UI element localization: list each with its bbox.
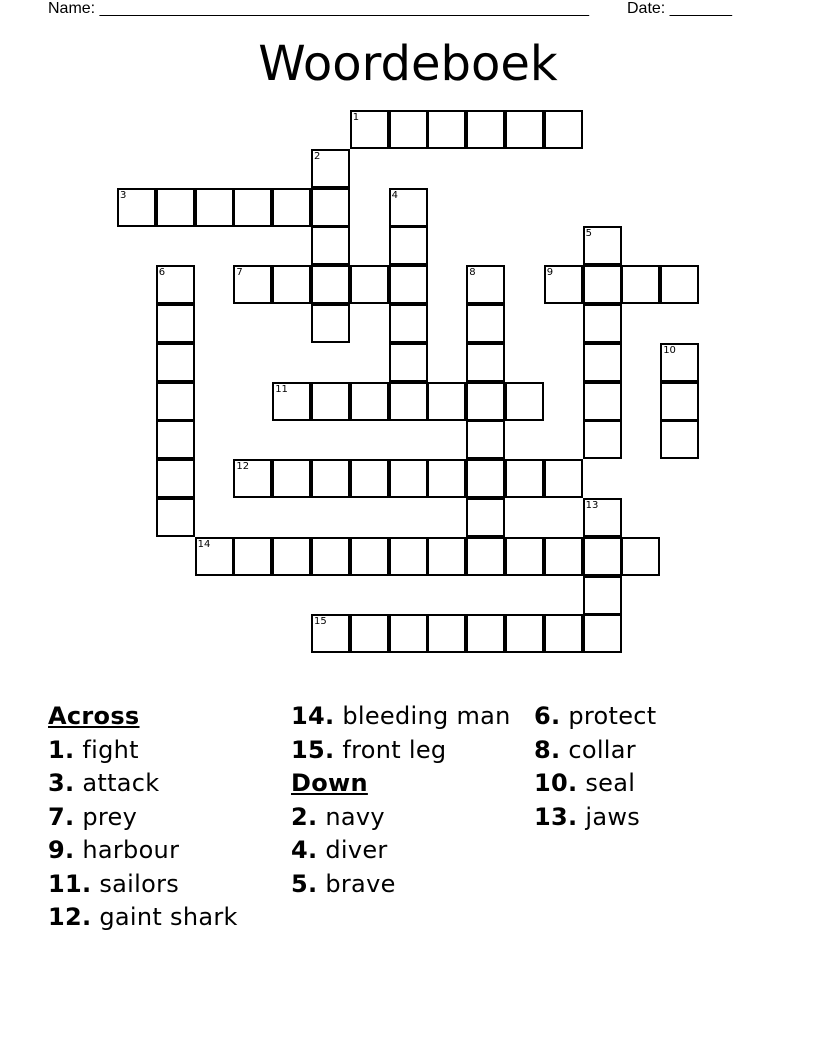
cell-number: 3 — [120, 189, 127, 201]
crossword-cell[interactable] — [350, 537, 389, 576]
cell-number: 15 — [314, 616, 327, 628]
crossword-cell[interactable] — [389, 614, 428, 653]
cell-number: 10 — [663, 344, 676, 356]
clue-text: protect — [568, 702, 657, 730]
crossword-cell[interactable] — [466, 537, 505, 576]
clue-number: 10. — [534, 769, 578, 797]
crossword-cell[interactable] — [272, 537, 311, 576]
crossword-cell[interactable] — [272, 265, 311, 304]
crossword-cell[interactable] — [350, 614, 389, 653]
crossword-cell[interactable] — [311, 188, 350, 227]
crossword-cell[interactable] — [427, 614, 466, 653]
crossword-cell[interactable] — [544, 537, 583, 576]
crossword-cell[interactable] — [466, 304, 505, 343]
clue-number: 8. — [534, 735, 561, 764]
clue-down-8 — [534, 736, 769, 764]
clue-across-7 — [48, 803, 283, 831]
crossword-cell[interactable] — [272, 188, 311, 227]
crossword-cell[interactable] — [466, 498, 505, 537]
crossword-cell[interactable] — [544, 614, 583, 653]
crossword-cell[interactable] — [466, 420, 505, 459]
clue-number: 13. — [534, 802, 578, 831]
clue-across-15 — [291, 736, 526, 764]
crossword-cell[interactable] — [195, 188, 234, 227]
cell-number: 7 — [236, 267, 243, 279]
clue-number: 2. — [291, 802, 318, 831]
clue-text: bleeding man — [342, 702, 511, 730]
clue-number: 7. — [48, 802, 75, 831]
cell-number: 9 — [546, 267, 554, 279]
cell-number: 6 — [158, 267, 166, 279]
clue-number: 11. — [48, 869, 92, 898]
crossword-cell[interactable] — [350, 382, 389, 421]
crossword-cell[interactable] — [505, 110, 544, 149]
crossword-cell[interactable] — [311, 382, 350, 421]
cell-number: 5 — [585, 228, 592, 240]
crossword-cell[interactable] — [544, 110, 583, 149]
clue-down-10 — [534, 769, 769, 797]
clue-down-4 — [291, 836, 526, 864]
crossword-cell[interactable] — [156, 188, 195, 227]
crossword-cell[interactable] — [660, 382, 699, 421]
crossword-cell[interactable] — [427, 459, 466, 498]
crossword-cell[interactable] — [505, 459, 544, 498]
cell-number: 2 — [314, 150, 321, 162]
puzzle-title: Woordeboek — [258, 36, 558, 92]
crossword-cell[interactable] — [621, 265, 660, 304]
clue-number: 9. — [48, 836, 75, 864]
crossword-cell[interactable] — [272, 459, 311, 498]
name-field-line: Name: _______________________________________________________ — [48, 0, 589, 17]
crossword-cell[interactable] — [311, 226, 350, 265]
crossword-cell[interactable] — [389, 226, 428, 265]
clue-across-11 — [48, 870, 283, 898]
crossword-cell[interactable] — [505, 614, 544, 653]
crossword-cell[interactable] — [389, 459, 428, 498]
crossword-cell[interactable] — [389, 265, 428, 304]
crossword-cell[interactable] — [350, 265, 389, 304]
crossword-cell[interactable] — [621, 537, 660, 576]
cell-number: 1 — [352, 112, 360, 123]
clue-text: seal — [585, 769, 636, 797]
crossword-cell[interactable] — [311, 459, 350, 498]
crossword-cell[interactable] — [583, 537, 622, 576]
crossword-cell[interactable] — [389, 110, 428, 149]
crossword-cell[interactable] — [156, 304, 195, 343]
crossword-cell[interactable] — [389, 537, 428, 576]
crossword-cell[interactable] — [583, 343, 622, 382]
clue-down-6 — [534, 702, 769, 730]
crossword-cell[interactable] — [427, 110, 466, 149]
clue-number: 5. — [291, 869, 318, 898]
crossword-cell[interactable] — [505, 382, 544, 421]
clue-number: 1. — [48, 735, 75, 764]
clue-column-1 — [48, 702, 283, 937]
crossword-cell[interactable] — [427, 382, 466, 421]
cell-number: 12 — [236, 461, 250, 473]
clue-text: attack — [82, 769, 160, 797]
clue-column-3 — [534, 702, 769, 836]
crossword-cell[interactable] — [233, 537, 272, 576]
crossword-cell[interactable] — [660, 265, 699, 304]
cell-number: 13 — [585, 500, 599, 511]
crossword-cell[interactable] — [583, 614, 622, 653]
crossword-cell[interactable] — [156, 498, 195, 537]
cell-number: 14 — [197, 538, 211, 550]
crossword-cell[interactable] — [350, 459, 389, 498]
clue-text: collar — [568, 735, 636, 764]
cell-number: 11 — [275, 383, 288, 395]
clue-number: 12. — [48, 903, 92, 931]
clue-across-12 — [48, 903, 283, 931]
cell-number: 8 — [469, 267, 476, 279]
clue-text: diver — [325, 836, 388, 864]
clue-text: front leg — [342, 735, 447, 764]
crossword-cell[interactable] — [505, 537, 544, 576]
clue-text: gaint shark — [99, 903, 238, 931]
crossword-cell[interactable] — [233, 188, 272, 227]
clue-across-1 — [48, 736, 283, 764]
clue-text: brave — [325, 869, 396, 898]
clue-text: navy — [325, 802, 385, 831]
clue-down-13 — [534, 803, 769, 831]
clue-number: 15. — [291, 735, 335, 764]
clue-down-5 — [291, 870, 526, 898]
clue-down-2 — [291, 803, 526, 831]
crossword-cell[interactable] — [583, 382, 622, 421]
crossword-cell[interactable] — [156, 382, 195, 421]
clue-text: jaws — [585, 802, 641, 831]
crossword-cell[interactable] — [156, 420, 195, 459]
clue-across-14 — [291, 702, 526, 730]
crossword-cell[interactable] — [466, 382, 505, 421]
crossword-cell[interactable] — [583, 304, 622, 343]
clue-number: 4. — [291, 836, 318, 864]
across-heading: Across — [48, 702, 140, 730]
crossword-cell[interactable] — [427, 537, 466, 576]
crossword-cell[interactable] — [583, 576, 622, 615]
crossword-cell[interactable] — [311, 265, 350, 304]
clue-number: 6. — [534, 702, 561, 730]
crossword-cell[interactable] — [389, 382, 428, 421]
crossword-cell[interactable] — [583, 420, 622, 459]
clue-text: fight — [82, 735, 139, 764]
clue-column-2 — [291, 702, 526, 903]
crossword-cell[interactable] — [156, 459, 195, 498]
clue-across-3 — [48, 769, 283, 797]
crossword-cell[interactable] — [311, 304, 350, 343]
clue-number: 14. — [291, 702, 335, 730]
clue-text: sailors — [99, 869, 180, 898]
clue-text: harbour — [82, 836, 180, 864]
crossword-cell[interactable] — [544, 459, 583, 498]
crossword-cell[interactable] — [311, 537, 350, 576]
crossword-cell[interactable] — [389, 304, 428, 343]
clue-text: prey — [82, 802, 138, 831]
crossword-cell[interactable] — [466, 459, 505, 498]
crossword-cell[interactable] — [466, 614, 505, 653]
cell-number: 4 — [391, 189, 398, 201]
clue-number: 3. — [48, 769, 75, 797]
down-heading: Down — [291, 769, 368, 797]
crossword-cell[interactable] — [156, 343, 195, 382]
crossword-cell[interactable] — [583, 265, 622, 304]
crossword-cell[interactable] — [466, 343, 505, 382]
date-field-line: Date: _______ — [627, 0, 732, 17]
crossword-cell[interactable] — [389, 343, 428, 382]
crossword-cell[interactable] — [466, 110, 505, 149]
crossword-cell[interactable] — [660, 420, 699, 459]
clue-across-9 — [48, 836, 283, 864]
